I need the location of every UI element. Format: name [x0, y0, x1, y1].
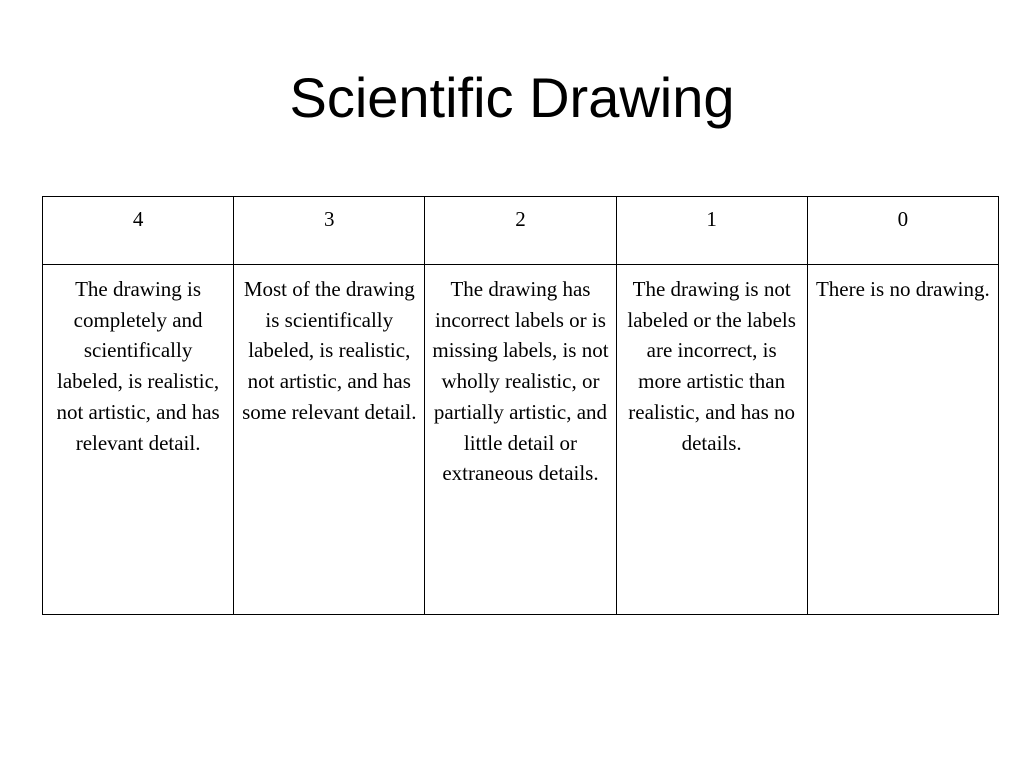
score-cell-0: 0: [807, 197, 998, 265]
score-header-row: [43, 197, 999, 265]
score-cell-3: 3: [234, 197, 425, 265]
description-row: [43, 265, 999, 615]
description-cell-4: The drawing is completely and scientifically labeled, is realistic, not artistic, and has relevant detail.: [43, 265, 234, 615]
description-cell-2: The drawing has incorrect labels or is missing labels, is not wholly realistic, or partially artistic, and little detail or extraneous details.: [425, 265, 616, 615]
score-cell-4: 4: [43, 197, 234, 265]
description-cell-1: The drawing is not labeled or the labels are incorrect, is more artistic than realistic, and has no details.: [616, 265, 807, 615]
description-cell-3: Most of the drawing is scientifically labeled, is realistic, not artistic, and has some relevant detail.: [234, 265, 425, 615]
slide-title: Scientific Drawing: [289, 66, 735, 129]
rubric-table: [42, 196, 999, 615]
score-cell-2: 2: [425, 197, 616, 265]
description-cell-0: There is no drawing.: [807, 265, 998, 615]
score-cell-1: 1: [616, 197, 807, 265]
